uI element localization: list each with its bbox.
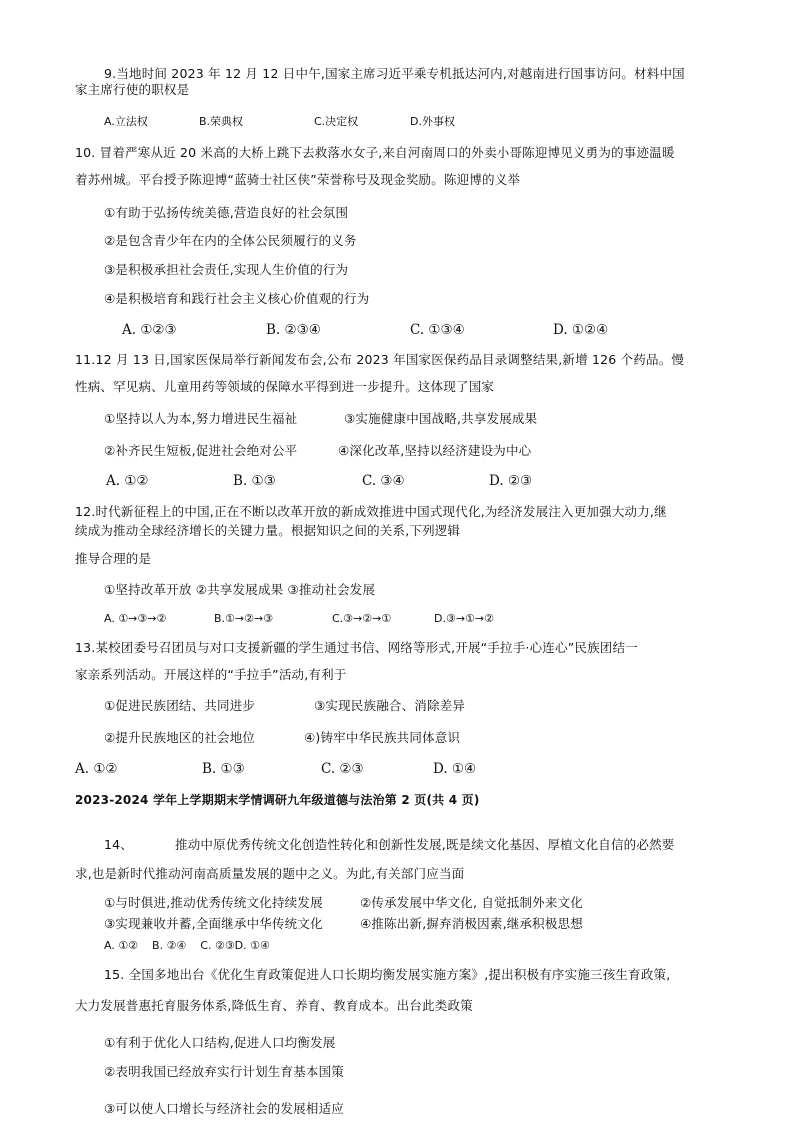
q11-item-2: ②补齐民生短板,促进社会绝对公平 [104,443,298,458]
q15-item-1: ①有利于优化人口结构,促进人口均衡发展 [104,1035,336,1050]
q15-stem-line1: 15. 全国多地出台《优化生育政策促进人口长期均衡发展实施方案》,提出积极有序实施三孩生育政策, [104,967,671,982]
q10-item-4: ④是积极培育和践行社会主义核心价值观的行为 [104,291,370,306]
q10-stem-line2: 着苏州城。平台授予陈迎博“蓝骑士社区侠”荣誉称号及现金奖励。陈迎博的义举 [75,172,521,187]
q12-stem-line1: 12.时代新征程上的中国,正在不断以改革开放的新成效推进中国式现代化,为经济发展注入更加强大动力,继 [75,504,667,519]
q12-option-d: D.③→①→② [434,612,494,625]
q13-item-2: ②提升民族地区的社会地位 [104,730,256,745]
page-footer: 2023-2024 学年上学期期末学情调研九年级道德与法治第 2 页(共 4 页) [75,793,480,807]
q9-stem-line2: 家主席行使的职权是 [75,82,190,97]
q14-stem-line2: 求,也是新时代推动河南高质量发展的题中之义。为此,有关部门应当面 [75,866,465,881]
q12-stem-line2: 续成为推动全球经济增长的关键力量。根据知识之间的关系,下列逻辑 [75,523,461,538]
q14-item-4: ④推陈出新,摒弃消极因素,继承积极思想 [360,916,583,931]
q12-option-a: A. ①→③→② [104,612,167,625]
q13-option-a: A. ①② [75,761,118,777]
q9-option-a: A.立法权 [104,115,148,128]
q10-option-a: A. ①②③ [122,322,177,338]
q10-stem-line1: 10. 冒着严寒从近 20 米高的大桥上跳下去救落水女子,来自河南周口的外卖小哥陈迎博见义勇为的事迹温暖 [75,145,675,160]
q12-option-c: C.③→②→① [332,612,392,625]
q13-item-3: ③实现民族融合、消除差异 [314,698,466,713]
q10-option-c: C. ①③④ [410,322,465,338]
q11-item-3: ③实施健康中国战略,共享发展成果 [344,411,538,426]
q10-option-b: B. ②③④ [266,322,321,338]
q11-option-b: B. ①③ [233,473,276,489]
q13-stem-line2: 家亲系列活动。开展这样的“手拉手”活动,有利于 [75,667,347,682]
q15-item-2: ②表明我国已经放弃实行计划生育基本国策 [104,1064,345,1079]
q14-number: 14、 [104,837,134,852]
q9-option-c: C.决定权 [314,115,359,128]
q14-stem-line1: 推动中原优秀传统文化创造性转化和创新性发展,既是续文化基因、厚植文化自信的必然要 [175,837,675,852]
q11-item-4: ④深化改革,坚持以经济建设为中心 [338,443,532,458]
q13-option-c: C. ②③ [321,761,364,777]
q10-item-1: ①有助于弘扬传统美德,营造良好的社会氛围 [104,205,349,220]
q12-items: ①坚持改革开放 ②共享发展成果 ③推动社会发展 [104,582,376,597]
q9-stem-line1: 9.当地时间 2023 年 12 月 12 日中午,国家主席习近平乘专机抵达河内,对越南进行国事访问。材料中国 [104,66,685,81]
q11-stem-line2: 性病、罕见病、儿童用药等领域的保障水平得到进一步提升。这体现了国家 [75,379,495,394]
q10-item-3: ③是积极承担社会责任,实现人生价值的行为 [104,262,349,277]
q13-option-d: D. ①④ [433,761,477,777]
q11-option-a: A. ①② [106,473,149,489]
q11-option-c: C. ③④ [362,473,405,489]
q10-item-2: ②是包含青少年在内的全体公民须履行的义务 [104,233,357,248]
q14-item-1: ①与时俱进,推动优秀传统文化持续发展 [104,895,323,910]
q15-stem-line2: 大力发展普惠托育服务体系,降低生育、养育、教育成本。出台此类政策 [75,998,473,1013]
q13-item-4: ④)铸牢中华民族共同体意识 [304,730,461,745]
q14-options: A. ①② B. ②④ C. ②③D. ①④ [104,939,270,952]
q12-stem-line3: 推导合理的是 [75,551,152,566]
q9-option-b: B.荣典权 [199,115,244,128]
q12-option-b: B.①→②→③ [214,612,274,625]
q11-stem-line1: 11.12 月 13 日,国家医保局举行新闻发布会,公布 2023 年国家医保药品目录调整结果,新增 126 个药品。慢 [75,352,685,367]
q11-item-1: ①坚持以人为本,努力增进民生福祉 [104,411,298,426]
q14-item-3: ③实现兼收并蓄,全面继承中华传统文化 [104,916,323,931]
q9-option-d: D.外事权 [410,115,455,128]
q11-option-d: D. ②③ [489,473,533,489]
q14-item-2: ②传承发展中华文化, 自觉抵制外来文化 [360,895,583,910]
q13-stem-line1: 13.某校团委号召团员与对口支援新疆的学生通过书信、网络等形式,开展“手拉手·心连心”民族团结一 [75,640,638,655]
q13-option-b: B. ①③ [202,761,245,777]
q15-item-3: ③可以使人口增长与经济社会的发展相适应 [104,1101,345,1116]
q13-item-1: ①促进民族团结、共同进步 [104,698,256,713]
q10-option-d: D. ①②④ [553,322,609,338]
